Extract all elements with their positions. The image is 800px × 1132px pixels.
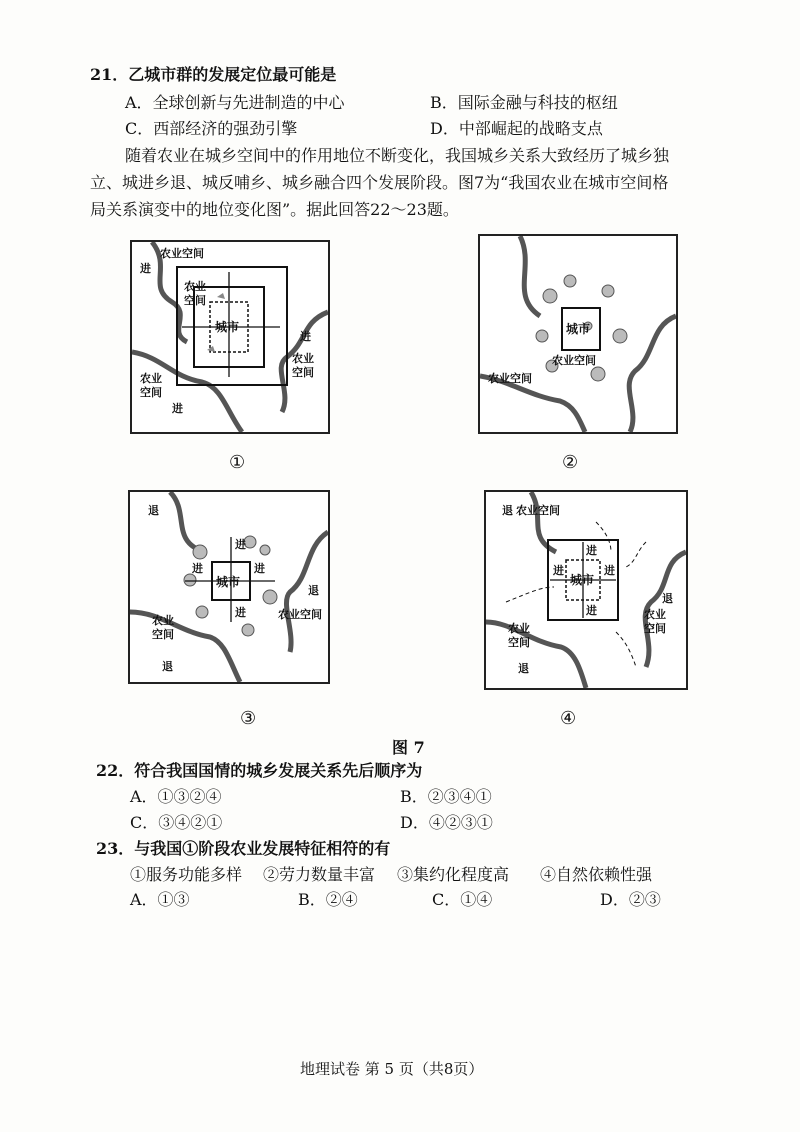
figure-panel-2 [478, 234, 678, 434]
panel3-agri-label-left-1: 农业 [152, 614, 174, 627]
panel1-agri-label-left-2: 空间 [140, 386, 162, 399]
q23-stem: 23．与我国①阶段农业发展特征相符的有 [96, 839, 391, 858]
passage-line-2: 立、城进乡退、城反哺乡、城乡融合四个发展阶段。图7为“我国农业在城市空间格 [90, 173, 669, 192]
panel3-advance-bottom: 进 [235, 606, 246, 619]
q21-option-d: D．中部崛起的战略支点 [430, 119, 603, 138]
panel4-retreat-bottom: 退 [518, 662, 529, 675]
q23-item-3: ③集约化程度高 [397, 865, 510, 884]
q21-option-b: B．国际金融与科技的枢纽 [430, 93, 618, 112]
panel4-retreat-top: 退 [502, 504, 513, 517]
panel3-retreat-top: 退 [148, 504, 159, 517]
panel1-agri-label-inner-2: 空间 [184, 294, 206, 307]
panel1-advance-2: 进 [300, 330, 311, 343]
q22-option-c: C．③④②① [130, 813, 223, 832]
panel1-city-label: 城市 [215, 320, 240, 334]
panel3-city-label: 城市 [216, 575, 241, 589]
panel4-advance-right: 进 [604, 564, 615, 577]
panel4-retreat-right: 退 [662, 592, 673, 605]
q23-item-4: ④自然依赖性强 [540, 865, 653, 884]
figure-panel-3 [128, 490, 330, 684]
q22-option-b: B．②③④① [400, 787, 492, 806]
q23-option-a: A．①③ [130, 890, 190, 909]
panel-1-number: ① [229, 452, 246, 473]
q21-option-c: C．西部经济的强劲引擎 [125, 119, 298, 138]
panel2-agri-label-center: 农业空间 [552, 354, 596, 367]
panel4-advance-bottom: 进 [586, 604, 597, 617]
q21-option-a: A．全球创新与先进制造的中心 [125, 93, 345, 112]
panel-4-number: ④ [560, 708, 577, 729]
panel1-agri-label-inner-1: 农业 [184, 280, 206, 293]
q22-option-d: D．④②③① [400, 813, 493, 832]
panel-2-number: ② [562, 452, 579, 473]
q21-stem: 21．乙城市群的发展定位最可能是 [90, 65, 337, 84]
page-footer: 地理试卷 第 5 页（共8页） [300, 1060, 484, 1078]
panel3-advance-right: 进 [254, 562, 265, 575]
q23-item-1: ①服务功能多样 [130, 865, 243, 884]
panel4-agri-label-left-2: 空间 [508, 636, 530, 649]
panel3-retreat-right: 退 [308, 584, 319, 597]
passage-line-3: 局关系演变中的地位变化图”。据此回答22～23题。 [90, 200, 459, 219]
q22-option-a: A．①③②④ [130, 787, 222, 806]
panel3-advance-top: 进 [235, 538, 246, 551]
panel2-agri-label-left: 农业空间 [488, 372, 532, 385]
panel3-agri-label-right: 农业空间 [278, 608, 322, 621]
q23-item-2: ②劳力数量丰富 [263, 865, 376, 884]
q22-stem: 22．符合我国国情的城乡发展关系先后顺序为 [96, 761, 423, 780]
panel4-agri-label-left-1: 农业 [508, 622, 530, 635]
panel4-advance-top: 进 [586, 544, 597, 557]
q23-option-c: C．①④ [432, 890, 493, 909]
panel3-advance-left: 进 [192, 562, 203, 575]
panel1-agri-label-left-1: 农业 [140, 372, 162, 385]
panel1-agri-label-top: 农业空间 [160, 247, 204, 260]
panel-3-number: ③ [240, 708, 257, 729]
figure-panel-4 [484, 490, 688, 690]
panel2-city-label: 城市 [566, 322, 591, 336]
panel4-advance-left: 进 [553, 564, 564, 577]
panel1-agri-label-right-2: 空间 [292, 366, 314, 379]
figure-caption: 图 7 [392, 738, 425, 757]
panel1-advance-3: 进 [172, 402, 183, 415]
figure-panel-1 [130, 240, 330, 434]
panel3-agri-label-left-2: 空间 [152, 628, 174, 641]
panel4-agri-label-top: 农业空间 [516, 504, 560, 517]
panel4-agri-label-right-1: 农业 [644, 608, 666, 621]
panel4-agri-label-right-2: 空间 [644, 622, 666, 635]
q23-option-d: D．②③ [600, 890, 661, 909]
panel1-agri-label-right-1: 农业 [292, 352, 314, 365]
panel1-advance-1: 进 [140, 262, 151, 275]
panel4-city-label: 城市 [570, 573, 595, 587]
q23-option-b: B．②④ [298, 890, 358, 909]
panel3-retreat-bottom: 退 [162, 660, 173, 673]
passage-line-1: 随着农业在城乡空间中的作用地位不断变化，我国城乡关系大致经历了城乡独 [125, 146, 670, 165]
